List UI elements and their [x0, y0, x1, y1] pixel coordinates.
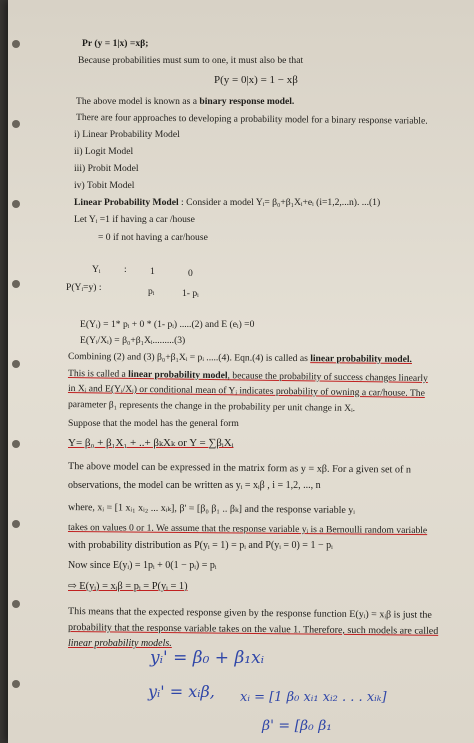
expected-value-result: ⇨ E(yᵢ) = xᵢβ = pᵢ = P(yᵢ = 1)	[68, 581, 188, 592]
binding-hole	[12, 280, 20, 288]
equation-p0: P(y = 0|x) = 1 − xβ	[214, 74, 298, 86]
equation-3: E(Yᵢ/Xᵢ) = β₀+β₁Xᵢ.........(3)	[80, 335, 186, 346]
text-line: Let Yᵢ =1 if having a car /house	[74, 214, 195, 225]
handwritten-note: β' = [β₀ β₁	[262, 718, 332, 734]
text-line: The above model can be expressed in the matrix form as y = xβ. For a given set of n	[67, 461, 412, 476]
table-cell: pᵢ	[148, 286, 155, 297]
text-line: There are four approaches to developing a probability model for a binary response variable.	[75, 112, 428, 127]
text-line: This means that the expected response given by the response function E(yᵢ) = xᵢβ is just the	[67, 606, 432, 621]
text-fragment: The above model is known as a	[76, 96, 200, 107]
list-item: ii) Logit Model	[74, 146, 134, 157]
text-line: where, xᵢ = [1 xᵢ₁ xᵢ₂ ... xᵢₖ], β' = [β₀ β₁ .. βₖ] and the response variable yᵢ	[67, 502, 356, 517]
list-item: iii) Probit Model	[74, 163, 139, 174]
text-line: observations, the model can be written as yᵢ = xᵢβ , i = 1,2, ..., n	[68, 480, 321, 491]
general-form-equation: Y= β₀ + β₁X₁ + ..+ βₖXₖ or Y = ∑βᵢXᵢ	[68, 437, 234, 449]
binding-hole	[12, 600, 20, 608]
text-line: parameter β₁ represents the change in the probability per unit change in Xᵢ.	[67, 399, 356, 415]
text-line: with probability distribution as P(yᵢ = 1) = pᵢ and P(yᵢ = 0) = 1 − pᵢ	[68, 540, 333, 551]
lpm-definition	[74, 197, 380, 209]
lpm-term: linear probability model.	[310, 353, 413, 366]
lpm-term: linear probability model	[128, 368, 228, 382]
binding-hole	[12, 360, 20, 368]
lpm-heading: Linear Probability Model	[74, 197, 179, 208]
handwritten-note: xᵢ = [1 β₀ xᵢ₁ xᵢ₂ . . . xᵢₖ]	[240, 690, 387, 705]
text-line: = 0 if not having a car/house	[98, 232, 208, 243]
binding-hole	[12, 440, 20, 448]
binary-response-line	[76, 96, 294, 108]
binding-hole	[12, 120, 20, 128]
text-line: Suppose that the model has the general form	[68, 418, 239, 429]
text-fragment: Combining (2) and (3) β₀+β₁Xᵢ = pᵢ .....(4). Eqn.(4) is called as	[67, 351, 311, 365]
list-item: iv) Tobit Model	[74, 180, 135, 191]
text-line: Now since E(yᵢ) = 1pᵢ + 0(1 − pᵢ) = pᵢ	[68, 560, 217, 571]
table-cell: :	[124, 264, 127, 275]
binding-hole	[12, 680, 20, 688]
text-fragment: : Consider a model Yᵢ= β₀+β₁Xᵢ+eᵢ (i=1,2,...n). ...(1)	[178, 197, 381, 208]
binary-response-term: binary response model.	[199, 96, 295, 107]
text-line: takes on values 0 or 1. We assume that the response variable yᵢ is a Bernoulli random variable	[67, 522, 428, 537]
handwritten-note: yᵢ' = xᵢβ,	[148, 682, 215, 701]
table-cell: 0	[188, 268, 193, 279]
table-cell: P(Yᵢ=y) :	[66, 282, 102, 293]
text-fragment: This is called a	[67, 368, 129, 380]
binding-hole	[12, 520, 20, 528]
probability-equation: Pr (y = 1|x) =xβ;	[82, 38, 149, 49]
text-line: Because probabilities must sum to one, it must also be that	[78, 55, 304, 66]
lpm-conclusion: linear probability models.	[68, 638, 172, 649]
handwritten-note: yᵢ' = β₀ + β₁xᵢ	[150, 648, 265, 668]
equation-2: E(Yᵢ) = 1* pᵢ + 0 * (1- pᵢ) .....(2) and E (eᵢ) =0	[80, 319, 255, 330]
text-line: in Xᵢ and E(Yᵢ/Xᵢ) or conditional mean of Yᵢ indicates probability of owning a car/house. The	[67, 383, 425, 399]
binding-hole	[12, 40, 20, 48]
table-cell: 1- pᵢ	[182, 288, 199, 299]
table-cell: 1	[150, 266, 155, 277]
list-item: i) Linear Probability Model	[74, 129, 180, 140]
text-fragment: , because the probability of success changes linearly	[227, 370, 428, 385]
text-line: probability that the response variable takes on the value 1. Therefore, such models are called	[67, 622, 439, 637]
table-cell: Yᵢ	[92, 264, 101, 275]
binding-hole	[12, 200, 20, 208]
binding-holes	[8, 0, 26, 743]
